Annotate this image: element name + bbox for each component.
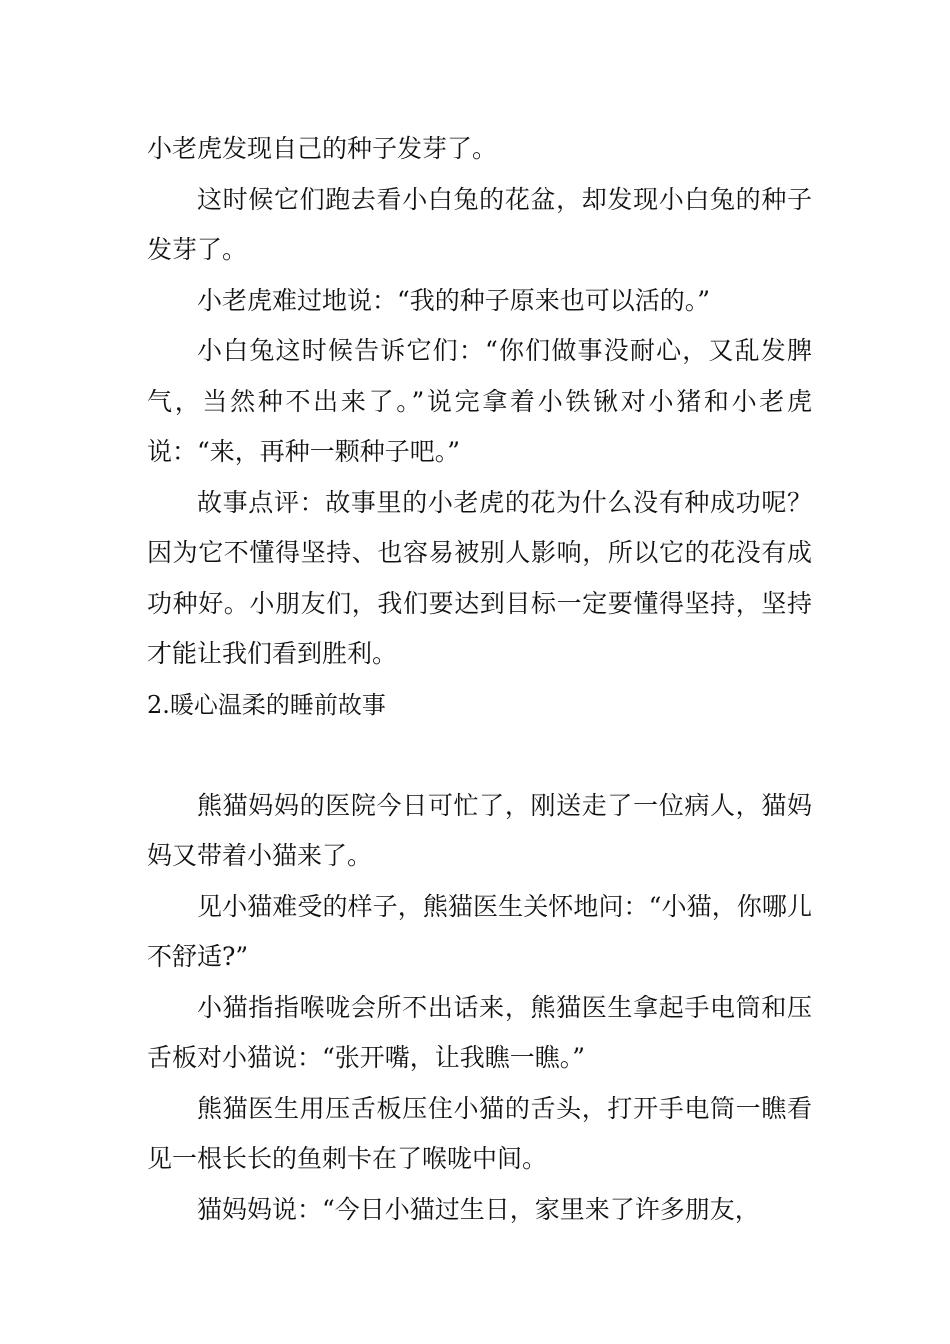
paragraph: 小猫指指喉咙会所不出话来，熊猫医生拿起手电筒和压舌板对小猫说：“张开嘴，让我瞧一瞧。”	[147, 992, 812, 1072]
paragraph: 熊猫医生用压舌板压住小猫的舌头，打开手电筒一瞧看见一根长长的鱼刺卡在了喉咙中间。	[147, 1093, 812, 1173]
paragraph-continuation: 小老虎发现自己的种子发芽了。	[147, 134, 498, 163]
blank-line	[147, 730, 812, 781]
paragraph: 猫妈妈说：“今日小猫过生日，家里来了许多朋友，	[197, 1194, 760, 1224]
document-body	[147, 124, 812, 1235]
paragraph: 见小猫难受的样子，熊猫医生关怀地问：“小猫，你哪儿不舒适?”	[147, 891, 812, 971]
section-heading: 2.暖心温柔的睡前故事	[147, 690, 386, 719]
paragraph: 这时候它们跑去看小白兔的花盆，却发现小白兔的种子发芽了。	[147, 184, 812, 264]
paragraph: 熊猫妈妈的医院今日可忙了，刚送走了一位病人，猫妈妈又带着小猫来了。	[147, 790, 812, 870]
paragraph: 小老虎难过地说：“我的种子原来也可以活的。”	[197, 285, 711, 315]
paragraph-commentary: 故事点评：故事里的小老虎的花为什么没有种成功呢？因为它不懂得坚持、也容易被别人影响，所以它的花没有成功种好。小朋友们，我们要达到目标一定要懂得坚持，坚持才能让我们看到胜利。	[147, 487, 812, 668]
paragraph: 小白兔这时候告诉它们：“你们做事没耐心，又乱发脾气，当然种不出来了。”说完拿着小铁锹对小猪和小老虎说：“来，再种一颗种子吧。”	[147, 336, 812, 466]
